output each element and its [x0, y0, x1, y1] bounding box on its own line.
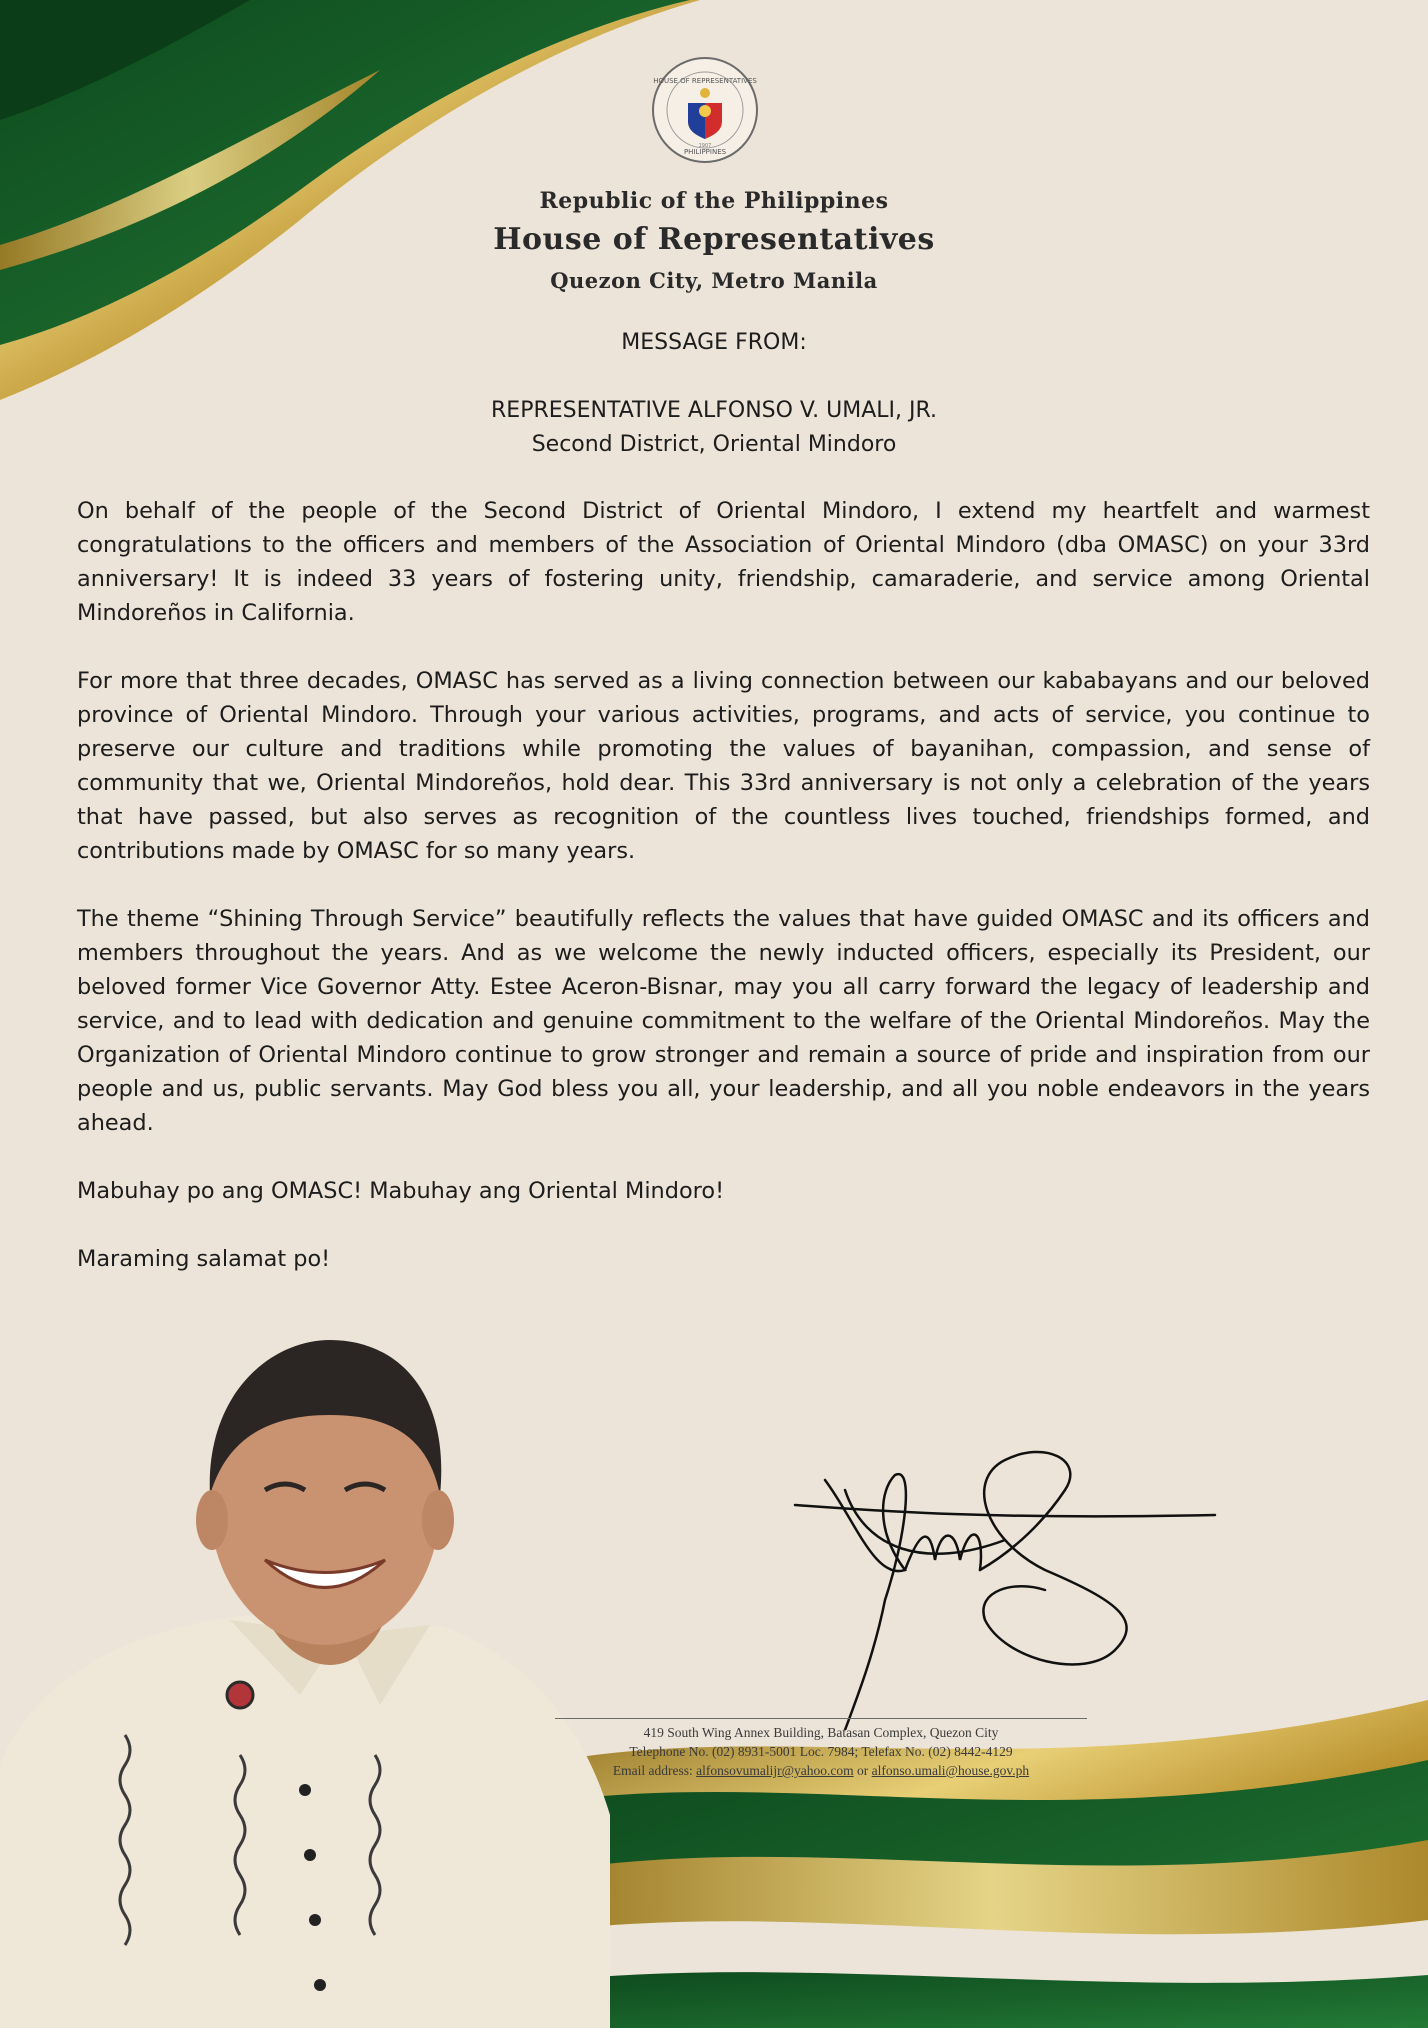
- signature-line: [555, 1718, 1087, 1719]
- email-or: or: [857, 1763, 869, 1778]
- paragraph: The theme “Shining Through Service” beautifully reflects the values that have guided OMASC and its officers and members throughout the years. And as we welcome the newly inducted officers, especially its President, our beloved former Vice Governor Atty. Estee Aceron-Bisnar, may you all carry forward the legacy of leadership and service, and to lead with dedication and genuine commitment to the welfare of the Oriental Mindoreños. May the Organization of Oriental Mindoro continue to grow stronger and remain a source of pride and inspiration from our people and us, public servants. May God bless you all, your leadership, and all you noble endeavors in the years ahead.: [77, 906, 1370, 1136]
- letterhead-city: Quezon City, Metro Manila: [550, 268, 878, 293]
- house-seal-icon: [650, 55, 760, 165]
- seal-year: 1907: [698, 143, 712, 149]
- representative-name: REPRESENTATIVE ALFONSO V. UMALI, JR.: [491, 398, 937, 423]
- message-body: [77, 494, 1370, 1310]
- email-link-yahoo[interactable]: alfonsovumalijr@yahoo.com: [696, 1763, 854, 1778]
- signature-image: [785, 1420, 1225, 1730]
- email-line: [555, 1761, 1087, 1780]
- seal-bottom-text: PHILIPPINES: [683, 148, 727, 156]
- contact-info: [555, 1723, 1087, 1780]
- representative-photo: [0, 1335, 610, 2028]
- office-address: 419 South Wing Annex Building, Batasan Complex, Quezon City: [643, 1725, 999, 1740]
- seal-top-text: HOUSE OF REPRESENTATIVES: [653, 77, 757, 85]
- letterhead-republic: Republic of the Philippines: [539, 188, 889, 214]
- message-heading: MESSAGE FROM:: [621, 330, 807, 355]
- paragraph: On behalf of the people of the Second District of Oriental Mindoro, I extend my heartfelt and warmest congratulations to the officers and members of the Association of Oriental Mindoro (dba OMASC) on your 33rd anniversary! It is indeed 33 years of fostering unity, friendship, camaraderie, and service among Oriental Mindoreños in California.: [77, 498, 1370, 626]
- email-label: Email address:: [612, 1763, 693, 1778]
- representative-district: Second District, Oriental Mindoro: [531, 432, 897, 457]
- paragraph: Mabuhay po ang OMASC! Mabuhay ang Oriental Mindoro!: [77, 1178, 725, 1204]
- paragraph: For more that three decades, OMASC has served as a living connection between our kababayans and our beloved province of Oriental Mindoro. Through your various activities, programs, and acts of service, you continue to preserve our culture and traditions while promoting the values of bayanihan, compassion, and sense of community that we, Oriental Mindoreños, hold dear. This 33rd anniversary is not only a celebration of the years that have passed, but also serves as recognition of the countless lives touched, friendships formed, and contributions made by OMASC for so many years.: [77, 668, 1370, 864]
- email-link-house[interactable]: alfonso.umali@house.gov.ph: [871, 1763, 1030, 1778]
- phone-numbers: Telephone No. (02) 8931-5001 Loc. 7984; Telefax No. (02) 8442-4129: [629, 1744, 1013, 1759]
- paragraph: Maraming salamat po!: [77, 1246, 331, 1272]
- letterhead-house: House of Representatives: [493, 222, 935, 257]
